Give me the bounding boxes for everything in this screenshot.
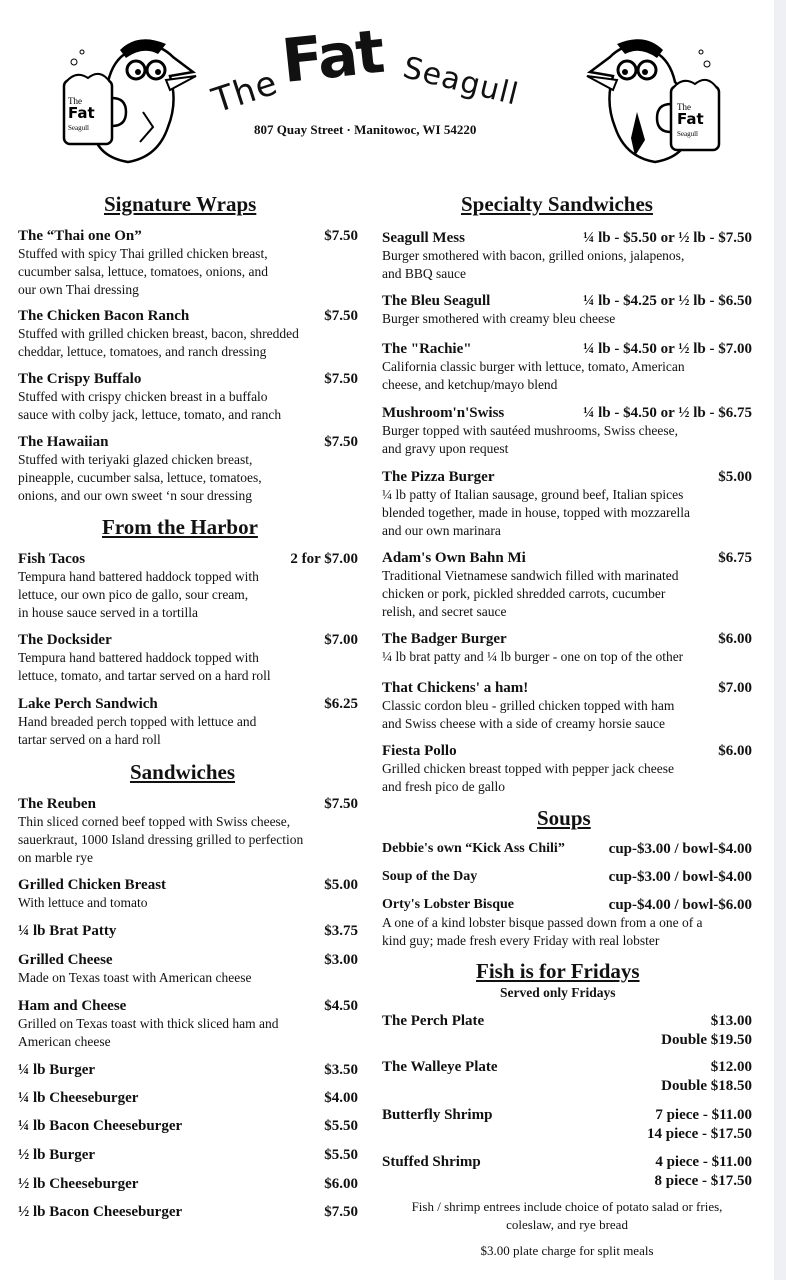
fish-note-line: coleslaw, and rye bread	[506, 1217, 628, 1232]
menu-item	[18, 997, 358, 1051]
soup-item	[382, 868, 752, 886]
item-price: $6.00	[718, 631, 752, 647]
brand-seagull: Seagull	[399, 50, 523, 113]
item-desc: Burger topped with sautéed mushrooms, Swiss cheese,	[382, 423, 678, 438]
item-name: The Chicken Bacon Ranch	[18, 308, 190, 324]
item-desc: and our own marinara	[382, 523, 501, 538]
item-name: The Walleye Plate	[382, 1059, 498, 1075]
item-desc: sauerkraut, 1000 Island dressing grilled to perfection	[18, 832, 304, 847]
section-title-wraps: Signature Wraps	[104, 192, 257, 216]
soup-item	[382, 896, 752, 950]
item-desc: our own Thai dressing	[18, 282, 139, 297]
item-name: Fish Tacos	[18, 551, 86, 567]
mug-label-seagull: Seagull	[68, 124, 89, 132]
item-price: $7.50	[324, 371, 358, 387]
item-price: $5.50	[324, 1147, 358, 1163]
menu-item	[18, 922, 358, 940]
item-price: $3.50	[324, 1062, 358, 1078]
item-desc: California classic burger with lettuce, tomato, American	[382, 359, 685, 374]
fish-note-line: Fish / shrimp entrees include choice of potato salad or fries,	[411, 1199, 723, 1214]
mug-label-seagull: Seagull	[677, 130, 698, 138]
item-price: $6.00	[324, 1176, 358, 1192]
item-price: $3.75	[324, 923, 358, 939]
menu-item	[18, 1146, 358, 1164]
item-desc: Burger smothered with creamy bleu cheese	[382, 311, 616, 326]
item-price: $5.00	[718, 469, 752, 485]
item-desc: Tempura hand battered haddock topped with	[18, 650, 259, 665]
fish-subtitle: Served only Fridays	[500, 985, 616, 1000]
brand-logo	[207, 16, 572, 122]
item-desc: chicken or pork, pickled shredded carrots, cucumber	[382, 586, 666, 601]
item-price: $5.00	[324, 877, 358, 893]
item-name: ½ lb Bacon Cheeseburger	[18, 1204, 183, 1220]
item-price: $6.25	[324, 696, 358, 712]
item-name: The Crispy Buffalo	[18, 371, 142, 387]
item-price: $7.50	[324, 1204, 358, 1220]
item-desc: Stuffed with grilled chicken breast, bacon, shredded	[18, 326, 299, 341]
item-price: cup-$3.00 / bowl-$4.00	[608, 869, 752, 885]
plate-charge-note: $3.00 plate charge for split meals	[480, 1243, 654, 1258]
item-desc: Grilled on Texas toast with thick sliced ham and	[18, 1016, 279, 1031]
item-price: ¼ lb - $4.50 or ½ lb - $6.75	[583, 405, 752, 421]
item-desc: cucumber salsa, lettuce, tomatoes, onions, and	[18, 264, 269, 279]
section-title-fish: Fish is for Fridays	[476, 959, 640, 983]
item-price: ¼ lb - $4.50 or ½ lb - $7.00	[583, 341, 752, 357]
item-name: The “Thai one On”	[18, 228, 142, 244]
item-price: 4 piece - $11.00	[655, 1154, 752, 1170]
item-name: The "Rachie"	[382, 341, 472, 357]
menu-item	[382, 630, 752, 666]
item-desc: tartar served on a hard roll	[18, 732, 161, 747]
mug-label-fat: Fat	[677, 110, 704, 128]
item-name: Butterfly Shrimp	[382, 1107, 493, 1123]
item-desc: Tempura hand battered haddock topped with	[18, 569, 259, 584]
item-desc: Stuffed with teriyaki glazed chicken breast,	[18, 452, 253, 467]
item-desc: ¼ lb patty of Italian sausage, ground beef, Italian spices	[382, 487, 684, 502]
item-name: Fiesta Pollo	[382, 743, 457, 759]
item-desc: lettuce, our own pico de gallo, sour cream,	[18, 587, 249, 602]
item-desc: lettuce, tomato, and tartar served on a hard roll	[18, 668, 271, 683]
item-name: Mushroom'n'Swiss	[382, 405, 505, 421]
item-price: $7.50	[324, 434, 358, 450]
item-price: $7.50	[324, 796, 358, 812]
item-name: The Docksider	[18, 632, 112, 648]
fish-item	[382, 1012, 752, 1050]
item-price: $13.00	[710, 1013, 752, 1029]
item-name: The Pizza Burger	[382, 469, 495, 485]
menu-item	[18, 1175, 358, 1193]
item-desc: onions, and our own sweet ‘n sour dressing	[18, 488, 252, 503]
menu-item	[18, 550, 358, 622]
menu-item	[382, 679, 752, 733]
item-desc: American cheese	[18, 1034, 111, 1049]
brand-the: The	[207, 62, 283, 122]
item-name: ½ lb Burger	[18, 1147, 96, 1163]
menu-item	[382, 742, 752, 796]
item-price: $7.00	[718, 680, 752, 696]
fish-item	[382, 1153, 752, 1191]
item-name: That Chickens' a ham!	[382, 680, 529, 696]
item-desc: sauce with colby jack, lettuce, tomato, and ranch	[18, 407, 282, 422]
item-desc: Stuffed with spicy Thai grilled chicken breast,	[18, 246, 268, 261]
section-title-sandwiches: Sandwiches	[130, 760, 236, 784]
item-desc: cheddar, lettuce, tomatoes, and ranch dressing	[18, 344, 267, 359]
fish-item	[382, 1106, 752, 1144]
item-price: cup-$4.00 / bowl-$6.00	[608, 897, 752, 913]
item-name: The Bleu Seagull	[382, 293, 491, 309]
item-price: $5.50	[324, 1118, 358, 1134]
menu-item	[18, 433, 358, 505]
item-desc: and Swiss cheese with a side of creamy horsie sauce	[382, 716, 666, 731]
menu-item	[18, 951, 358, 987]
item-price: 2 for $7.00	[290, 551, 358, 567]
item-price: 7 piece - $11.00	[655, 1107, 752, 1123]
item-price: ¼ lb - $4.25 or ½ lb - $6.50	[583, 293, 752, 309]
item-name: ½ lb Cheeseburger	[18, 1176, 139, 1192]
menu-item	[18, 307, 358, 361]
fish-item	[382, 1058, 752, 1096]
item-desc: on marble rye	[18, 850, 93, 865]
item-price: $4.00	[324, 1090, 358, 1106]
item-desc: blended together, made in house, topped with mozzarella	[382, 505, 690, 520]
menu-item	[382, 340, 752, 394]
menu-item	[382, 292, 752, 328]
item-price: Double $19.50	[661, 1032, 752, 1048]
menu-item	[18, 1089, 358, 1107]
item-price: $7.50	[324, 228, 358, 244]
seagull-mascot-left	[58, 32, 208, 167]
item-price: $12.00	[710, 1059, 752, 1075]
restaurant-address: 807 Quay Street · Manitowoc, WI 54220	[254, 122, 477, 137]
item-name: Lake Perch Sandwich	[18, 696, 158, 712]
item-desc: With lettuce and tomato	[18, 895, 148, 910]
item-desc: A one of a kind lobster bisque passed down from a one of a	[382, 915, 703, 930]
item-name: Soup of the Day	[382, 869, 478, 884]
soup-item	[382, 840, 752, 858]
item-desc: ¼ lb brat patty and ¼ lb burger - one on top of the other	[382, 649, 684, 664]
menu-item	[382, 229, 752, 283]
menu-item	[18, 876, 358, 912]
section-title-specialty: Specialty Sandwiches	[461, 192, 653, 216]
menu-item	[18, 227, 358, 299]
item-desc: relish, and secret sauce	[382, 604, 507, 619]
section-title-soups: Soups	[537, 806, 591, 830]
item-price: cup-$3.00 / bowl-$4.00	[608, 841, 752, 857]
item-price: ¼ lb - $5.50 or ½ lb - $7.50	[583, 230, 752, 246]
menu-item	[18, 695, 358, 749]
menu-item	[18, 795, 358, 867]
item-price: $4.50	[324, 998, 358, 1014]
menu-item	[18, 1117, 358, 1135]
menu-item	[18, 1061, 358, 1079]
item-desc: Stuffed with crispy chicken breast in a buffalo	[18, 389, 268, 404]
mug-label-the: The	[677, 102, 691, 112]
item-name: Grilled Cheese	[18, 952, 113, 968]
item-desc: Traditional Vietnamese sandwich filled with marinated	[382, 568, 679, 583]
item-desc: cheese, and ketchup/mayo blend	[382, 377, 558, 392]
item-desc: Hand breaded perch topped with lettuce and	[18, 714, 257, 729]
brand-fat: Fat	[278, 16, 387, 98]
item-price: $6.00	[718, 743, 752, 759]
item-name: ¼ lb Burger	[18, 1062, 96, 1078]
item-name: The Reuben	[18, 796, 96, 812]
item-desc: kind guy; made fresh every Friday with real lobster	[382, 933, 660, 948]
item-desc: pineapple, cucumber salsa, lettuce, tomatoes,	[18, 470, 262, 485]
item-desc: and BBQ sauce	[382, 266, 466, 281]
item-name: ¼ lb Brat Patty	[18, 923, 117, 939]
fish-note	[382, 1198, 752, 1234]
section-title-harbor: From the Harbor	[102, 515, 258, 539]
item-desc: Thin sliced corned beef topped with Swiss cheese,	[18, 814, 291, 829]
item-name: Stuffed Shrimp	[382, 1154, 481, 1170]
item-name: Grilled Chicken Breast	[18, 877, 167, 893]
menu-item	[18, 631, 358, 685]
item-name: Orty's Lobster Bisque	[382, 897, 514, 912]
item-price: $3.00	[324, 952, 358, 968]
item-name: Adam's Own Bahn Mi	[382, 550, 526, 566]
item-price: $7.00	[324, 632, 358, 648]
menu-item	[382, 404, 752, 458]
item-desc: Classic cordon bleu - grilled chicken topped with ham	[382, 698, 675, 713]
item-name: ¼ lb Cheeseburger	[18, 1090, 139, 1106]
item-name: The Badger Burger	[382, 631, 507, 647]
item-desc: and fresh pico de gallo	[382, 779, 505, 794]
seagull-mascot-right	[575, 32, 725, 172]
item-name: Ham and Cheese	[18, 998, 127, 1014]
item-name: ¼ lb Bacon Cheeseburger	[18, 1118, 183, 1134]
mug-label-the: The	[68, 96, 82, 106]
menu-item	[18, 1203, 358, 1221]
item-name: The Hawaiian	[18, 434, 109, 450]
mug-label-fat: Fat	[68, 104, 95, 122]
item-desc: Made on Texas toast with American cheese	[18, 970, 252, 985]
item-desc: Burger smothered with bacon, grilled onions, jalapenos,	[382, 248, 685, 263]
item-name: Seagull Mess	[382, 230, 465, 246]
item-name: Debbie's own “Kick Ass Chili”	[382, 841, 565, 856]
item-price: 14 piece - $17.50	[647, 1126, 752, 1142]
item-name: The Perch Plate	[382, 1013, 485, 1029]
item-price: 8 piece - $17.50	[654, 1173, 752, 1189]
item-price: $7.50	[324, 308, 358, 324]
menu-item	[382, 549, 752, 621]
menu-item	[18, 370, 358, 424]
item-desc: and gravy upon request	[382, 441, 509, 456]
item-price: Double $18.50	[661, 1078, 752, 1094]
item-price: $6.75	[718, 550, 752, 566]
menu-item	[382, 468, 752, 540]
item-desc: in house sauce served in a tortilla	[18, 605, 198, 620]
item-desc: Grilled chicken breast topped with pepper jack cheese	[382, 761, 675, 776]
